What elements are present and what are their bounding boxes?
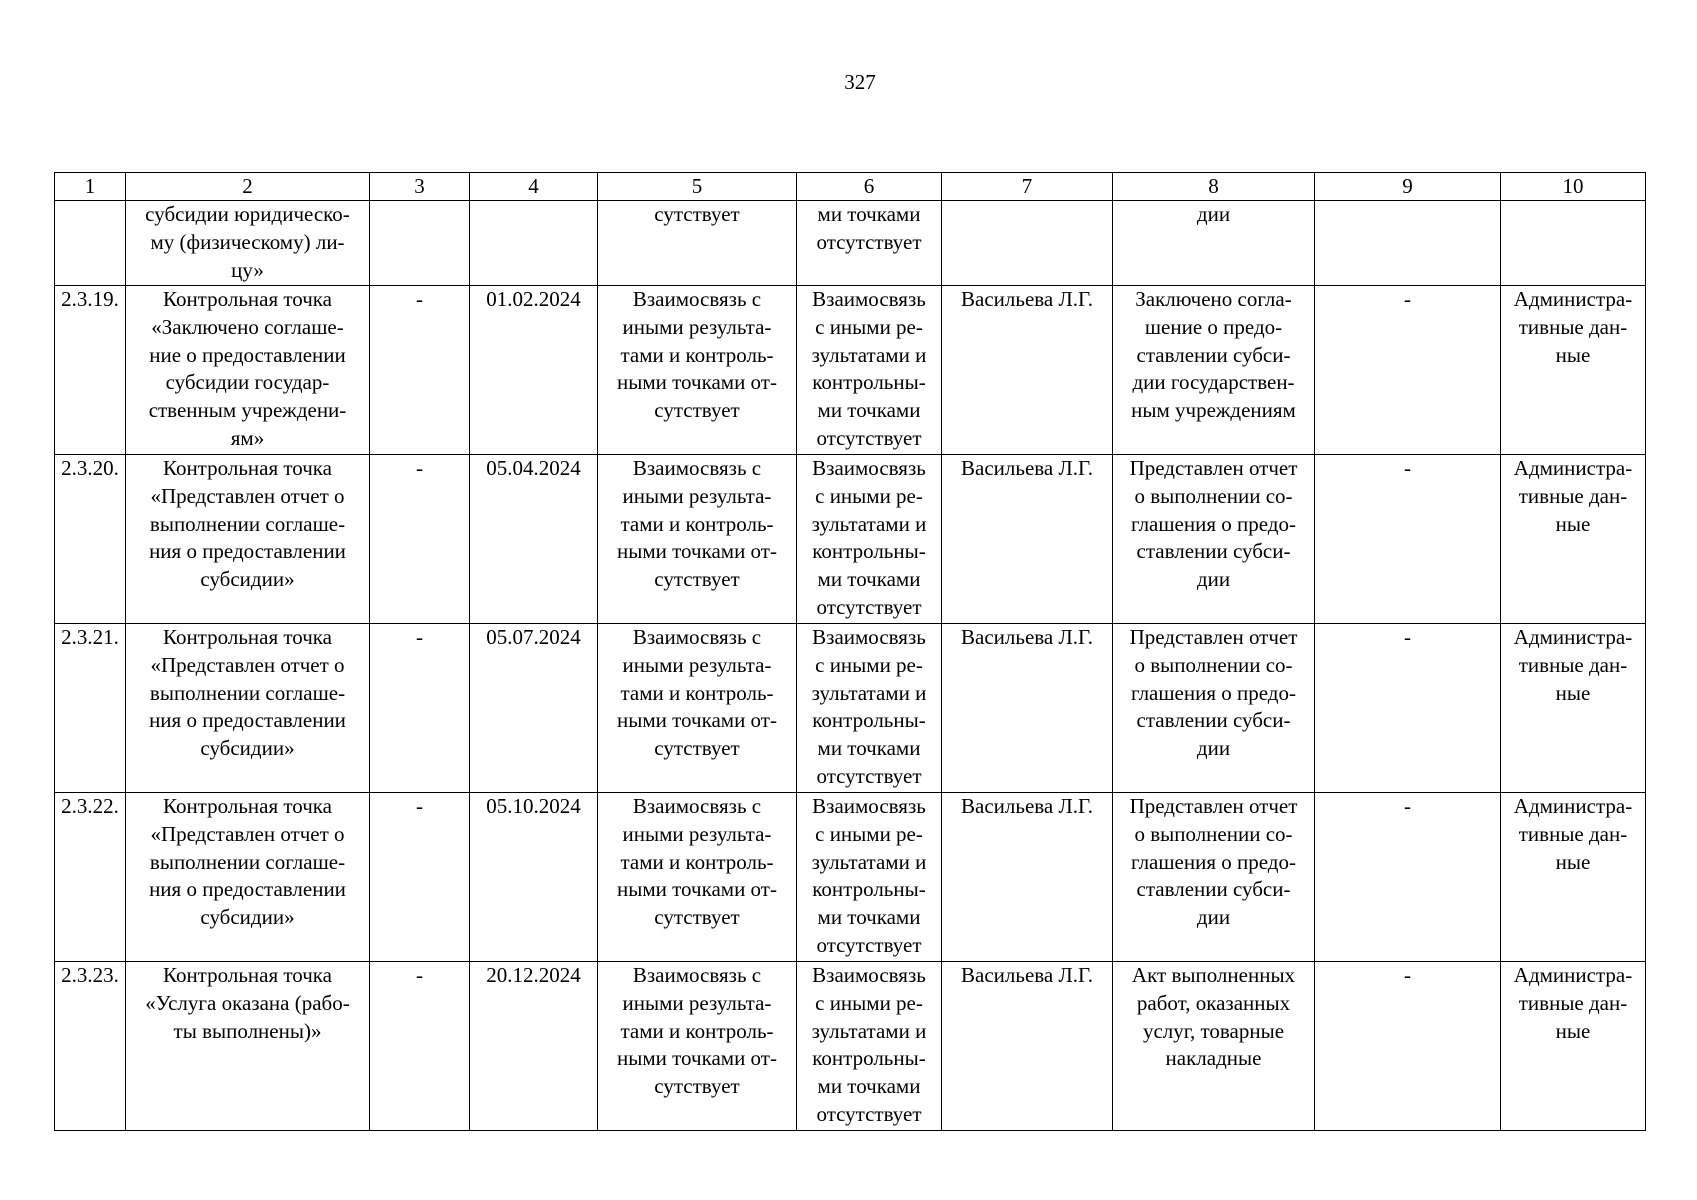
control-point-name-cell — [126, 286, 370, 455]
cell-line: Заключено согла- — [1135, 287, 1292, 311]
cell-line: зультатами и — [811, 849, 927, 874]
date-cell: 01.02.2024 — [470, 286, 598, 455]
cell-line: Представлен отчет — [1129, 625, 1298, 649]
cell-line: иными результа- — [622, 314, 772, 339]
cell-line: работ, оказанных — [1136, 990, 1291, 1015]
responsible-cell: Васильева Л.Г. — [942, 286, 1113, 455]
continuation-cell — [370, 201, 470, 286]
table-row — [55, 624, 1646, 793]
cell-line: контрольны- — [812, 708, 926, 733]
cell-line: ными точками от- — [617, 539, 777, 564]
cell-line: дии — [1196, 736, 1231, 761]
continuation-cell — [1501, 201, 1646, 286]
cell-line: ставлении субси- — [1136, 342, 1291, 367]
control-point-name-cell — [126, 793, 370, 962]
cell-line: отсутствует — [816, 229, 922, 254]
result-cell — [1113, 455, 1315, 624]
cell-line: контрольны- — [812, 539, 926, 564]
source-cell — [1501, 624, 1646, 793]
control-point-name-cell — [126, 455, 370, 624]
cell-line: ные — [1555, 849, 1591, 874]
cell-line: Взаимосвязь — [812, 456, 926, 480]
cell-line: о выполнении со- — [1134, 483, 1293, 508]
cell-line: выполнении соглаше- — [149, 680, 346, 705]
column-3-cell: - — [370, 455, 470, 624]
cell-line: тивные дан- — [1518, 821, 1628, 846]
row-number-cell: 2.3.23. — [55, 962, 126, 1131]
cell-line: контрольны- — [812, 370, 926, 395]
responsible-cell: Васильева Л.Г. — [942, 793, 1113, 962]
responsible-cell: Васильева Л.Г. — [942, 624, 1113, 793]
cell-line: дии — [1196, 202, 1231, 226]
column-number-cell: 1 — [55, 173, 126, 201]
cell-line: субсидии» — [200, 905, 295, 930]
cell-line: иными результа- — [622, 483, 772, 508]
table-body — [55, 286, 1646, 1131]
cell-line: ставлении субси- — [1136, 539, 1291, 564]
cell-line: накладные — [1165, 1046, 1262, 1071]
cell-line: Акт выполненных — [1131, 963, 1296, 987]
column-number-cell: 7 — [942, 173, 1113, 201]
cell-line: «Представлен отчет о — [150, 652, 345, 677]
column-9-cell: - — [1315, 455, 1501, 624]
cell-line: ты выполнены)» — [173, 1018, 322, 1043]
relation-cell — [598, 793, 797, 962]
relation-detail-cell — [797, 962, 942, 1131]
continuation-cell — [942, 201, 1113, 286]
cell-line: ственным учреждени- — [148, 398, 347, 423]
date-cell: 05.10.2024 — [470, 793, 598, 962]
cell-line: тивные дан- — [1518, 483, 1628, 508]
relation-cell — [598, 455, 797, 624]
cell-line: му (физическому) ли- — [150, 229, 345, 254]
cell-line: сутствует — [654, 567, 740, 592]
cell-line: ми точками — [817, 202, 921, 226]
column-9-cell: - — [1315, 624, 1501, 793]
cell-line: ными точками от- — [617, 1046, 777, 1071]
continuation-result-cell — [1113, 201, 1315, 286]
cell-line: услуг, товарные — [1142, 1018, 1285, 1043]
control-points-table — [54, 172, 1646, 1131]
row-number-cell: 2.3.21. — [55, 624, 126, 793]
cell-line: Взаимосвязь — [812, 794, 926, 818]
cell-line: Взаимосвязь с — [632, 963, 762, 987]
continuation-cell — [470, 201, 598, 286]
cell-line: ные — [1555, 1018, 1591, 1043]
responsible-cell: Васильева Л.Г. — [942, 455, 1113, 624]
cell-line: отсутствует — [816, 1101, 922, 1126]
continuation-num-cell — [55, 201, 126, 286]
cell-line: Представлен отчет — [1129, 456, 1298, 480]
table-row — [55, 286, 1646, 455]
column-number-row — [55, 173, 1646, 201]
cell-line: тами и контроль- — [620, 680, 774, 705]
cell-line: тивные дан- — [1518, 652, 1628, 677]
cell-line: Взаимосвязь с — [632, 794, 762, 818]
cell-line: ным учреждениям — [1131, 398, 1296, 423]
cell-line: ными точками от- — [617, 708, 777, 733]
cell-line: Контрольная точка — [162, 287, 332, 311]
source-cell — [1501, 286, 1646, 455]
cell-line: тами и контроль- — [620, 849, 774, 874]
column-3-cell: - — [370, 793, 470, 962]
cell-line: Взаимосвязь с — [632, 625, 762, 649]
relation-detail-cell — [797, 793, 942, 962]
column-number-cell: 10 — [1501, 173, 1646, 201]
cell-line: Контрольная точка — [162, 625, 332, 649]
cell-line: Администра- — [1513, 963, 1633, 987]
row-number-cell: 2.3.22. — [55, 793, 126, 962]
cell-line: ми точками — [817, 736, 921, 761]
column-number-cell: 2 — [126, 173, 370, 201]
result-cell — [1113, 793, 1315, 962]
cell-line: сутствует — [654, 905, 740, 930]
cell-line: отсутствует — [816, 932, 922, 957]
cell-line: зультатами и — [811, 680, 927, 705]
continuation-relation-cell — [797, 201, 942, 286]
cell-line: Взаимосвязь с — [632, 456, 762, 480]
cell-line: дии — [1196, 905, 1231, 930]
cell-line: с иными ре- — [815, 652, 923, 677]
row-number-cell: 2.3.20. — [55, 455, 126, 624]
column-number-cell: 4 — [470, 173, 598, 201]
cell-line: глашения о предо- — [1131, 680, 1296, 705]
cell-line: дии государствен- — [1132, 370, 1295, 395]
column-number-cell: 8 — [1113, 173, 1315, 201]
continuation-cell — [1315, 201, 1501, 286]
cell-line: с иными ре- — [815, 314, 923, 339]
cell-line: Взаимосвязь — [812, 625, 926, 649]
continuation-relation-cell — [598, 201, 797, 286]
cell-line: глашения о предо- — [1131, 511, 1296, 536]
cell-line: зультатами и — [811, 342, 927, 367]
row-number-cell: 2.3.19. — [55, 286, 126, 455]
relation-detail-cell — [797, 455, 942, 624]
cell-line: «Представлен отчет о — [150, 483, 345, 508]
source-cell — [1501, 455, 1646, 624]
cell-line: ные — [1555, 342, 1591, 367]
cell-line: иными результа- — [622, 990, 772, 1015]
cell-line: зультатами и — [811, 511, 927, 536]
cell-line: Взаимосвязь с — [632, 287, 762, 311]
cell-line: контрольны- — [812, 877, 926, 902]
source-cell — [1501, 962, 1646, 1131]
page-number: 327 — [844, 70, 876, 94]
cell-line: Взаимосвязь — [812, 963, 926, 987]
relation-cell — [598, 624, 797, 793]
cell-line: глашения о предо- — [1131, 849, 1296, 874]
cell-line: «Заключено соглаше- — [151, 314, 344, 339]
table-row — [55, 793, 1646, 962]
cell-line: тивные дан- — [1518, 990, 1628, 1015]
cell-line: иными результа- — [622, 821, 772, 846]
column-number-cell: 3 — [370, 173, 470, 201]
continuation-row — [55, 201, 1646, 286]
cell-line: контрольны- — [812, 1046, 926, 1071]
cell-line: отсутствует — [816, 594, 922, 619]
cell-line: с иными ре- — [815, 821, 923, 846]
cell-line: шение о предо- — [1144, 314, 1283, 339]
cell-line: тами и контроль- — [620, 511, 774, 536]
date-cell: 20.12.2024 — [470, 962, 598, 1131]
cell-line: ям» — [230, 425, 265, 450]
column-number-cell: 5 — [598, 173, 797, 201]
date-cell: 05.07.2024 — [470, 624, 598, 793]
cell-line: ные — [1555, 511, 1591, 536]
cell-line: тами и контроль- — [620, 342, 774, 367]
relation-cell — [598, 962, 797, 1131]
cell-line: Администра- — [1513, 794, 1633, 818]
result-cell — [1113, 624, 1315, 793]
cell-line: Контрольная точка — [162, 456, 332, 480]
cell-line: ние о предоставлении — [149, 342, 346, 367]
date-cell: 05.04.2024 — [470, 455, 598, 624]
column-3-cell: - — [370, 962, 470, 1131]
cell-line: тивные дан- — [1518, 314, 1628, 339]
responsible-cell: Васильева Л.Г. — [942, 962, 1113, 1131]
cell-line: «Услуга оказана (рабо- — [145, 990, 350, 1015]
cell-line: субсидии юридическо- — [145, 202, 350, 226]
cell-line: иными результа- — [622, 652, 772, 677]
cell-line: Администра- — [1513, 287, 1633, 311]
cell-line: Контрольная точка — [162, 963, 332, 987]
cell-line: о выполнении со- — [1134, 821, 1293, 846]
cell-line: Администра- — [1513, 625, 1633, 649]
column-9-cell: - — [1315, 793, 1501, 962]
cell-line: субсидии государ- — [165, 370, 330, 395]
source-cell — [1501, 793, 1646, 962]
relation-cell — [598, 286, 797, 455]
cell-line: сутствует — [654, 736, 740, 761]
table-row — [55, 962, 1646, 1131]
column-9-cell: - — [1315, 962, 1501, 1131]
cell-line: о выполнении со- — [1134, 652, 1293, 677]
cell-line: тами и контроль- — [620, 1018, 774, 1043]
column-number-cell: 6 — [797, 173, 942, 201]
continuation-name-cell — [126, 201, 370, 286]
cell-line: ми точками — [817, 567, 921, 592]
control-point-name-cell — [126, 962, 370, 1131]
cell-line: субсидии» — [200, 567, 295, 592]
cell-line: Представлен отчет — [1129, 794, 1298, 818]
cell-line: ставлении субси- — [1136, 877, 1291, 902]
control-point-name-cell — [126, 624, 370, 793]
cell-line: ния о предоставлении — [149, 539, 346, 564]
cell-line: ми точками — [817, 398, 921, 423]
cell-line: сутствует — [654, 202, 740, 226]
cell-line: ми точками — [817, 1074, 921, 1099]
result-cell — [1113, 962, 1315, 1131]
cell-line: ния о предоставлении — [149, 877, 346, 902]
cell-line: Администра- — [1513, 456, 1633, 480]
cell-line: отсутствует — [816, 425, 922, 450]
column-number-cell: 9 — [1315, 173, 1501, 201]
cell-line: Контрольная точка — [162, 794, 332, 818]
cell-line: Взаимосвязь — [812, 287, 926, 311]
cell-line: зультатами и — [811, 1018, 927, 1043]
cell-line: дии — [1196, 567, 1231, 592]
cell-line: субсидии» — [200, 736, 295, 761]
cell-line: отсутствует — [816, 763, 922, 788]
cell-line: ния о предоставлении — [149, 708, 346, 733]
table-row — [55, 455, 1646, 624]
cell-line: выполнении соглаше- — [149, 849, 346, 874]
cell-line: ные — [1555, 680, 1591, 705]
column-3-cell: - — [370, 286, 470, 455]
cell-line: ми точками — [817, 905, 921, 930]
cell-line: цу» — [231, 257, 264, 282]
cell-line: с иными ре- — [815, 990, 923, 1015]
relation-detail-cell — [797, 286, 942, 455]
cell-line: выполнении соглаше- — [149, 511, 346, 536]
cell-line: ными точками от- — [617, 370, 777, 395]
cell-line: ставлении субси- — [1136, 708, 1291, 733]
cell-line: сутствует — [654, 398, 740, 423]
cell-line: сутствует — [654, 1074, 740, 1099]
cell-line: «Представлен отчет о — [150, 821, 345, 846]
result-cell — [1113, 286, 1315, 455]
column-9-cell: - — [1315, 286, 1501, 455]
relation-detail-cell — [797, 624, 942, 793]
column-3-cell: - — [370, 624, 470, 793]
cell-line: ными точками от- — [617, 877, 777, 902]
cell-line: с иными ре- — [815, 483, 923, 508]
